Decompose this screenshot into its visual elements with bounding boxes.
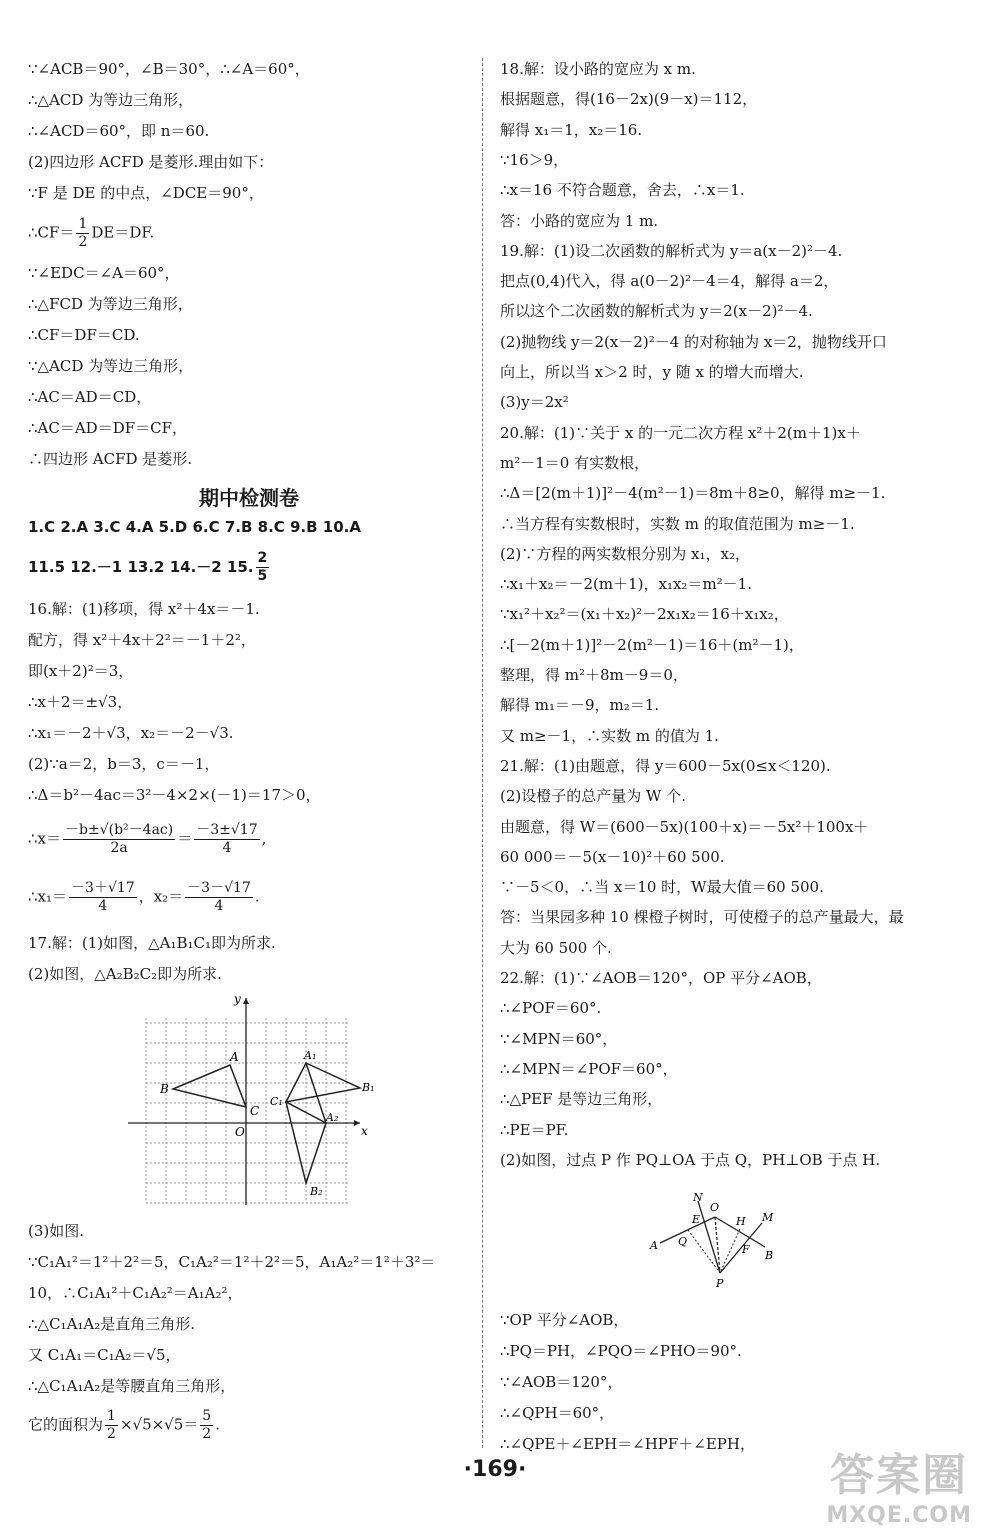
point-label: M [762,1211,774,1224]
text-line: ∵∠AOB＝120°， [500,1373,623,1391]
text-line: 10，∴C₁A₁²＋C₁A₂²＝A₁A₂²， [28,1284,243,1302]
text-line: 又 C₁A₁＝C₁A₂＝√5， [28,1346,181,1364]
text-line: 答：当果园多种 10 棵橙子树时，可使橙子的总产量最大，最 [500,908,904,927]
text-line: 大为 60 500 个. [500,938,612,957]
text-line: ∵x₁²＋x₂²＝(x₁＋x₂)²－2x₁x₂＝16＋x₁x₂， [500,605,789,624]
coordinate-grid-figure [118,992,375,1208]
text-line: (3)如图. [28,1222,85,1240]
text-line: (2)∵方程的两实数根分别为 x₁，x₂， [500,544,750,563]
text-line: ∴△C₁A₁A₂是直角三角形. [28,1315,196,1333]
text-line: ∵C₁A₁²＝1²＋2²＝5，C₁A₂²＝1²＋2²＝5，A₁A₂²＝1²＋3²＝ [28,1253,436,1271]
line-pm [720,1223,762,1273]
text-line: 所以这个二次函数的解析式为 y＝2(x－2)²－4. [500,302,813,321]
text-line: ∴x＋2＝±√3， [28,693,133,711]
text-line: 解得 x₁＝1，x₂＝16. [500,120,643,139]
grid-lines [146,1018,348,1203]
text-line: 由题意，得 W＝(600－5x)(100＋x)＝－5x²＋100x＋ [500,817,869,836]
text-line: ∴PQ＝PH，∠PQO＝∠PHO＝90°. [500,1342,742,1360]
text-line: 16.解：(1)移项，得 x²＋4x＝－1. [28,600,260,618]
text-line: ∴x₁＝－2＋√3，x₂＝－2－√3. [28,724,234,742]
segment-pq [688,1230,720,1273]
fraction: $\frac{1}{2}$ [78,216,88,250]
text-line: ∴∠MPN＝∠POF＝60°， [500,1059,678,1078]
text-line: ∴△C₁A₁A₂是等腰直角三角形， [28,1377,236,1395]
roots-line: ∴x₁＝ $\frac{-3+√17}{4}$ ，x₂＝ $\frac{-3-√17}{4}$ . [28,880,260,914]
x-axis-arrow [354,1120,360,1126]
text-line: 即(x＋2)²＝3， [28,662,134,680]
text-line: 22.解：(1)∵∠AOB＝120°，OP 平分∠AOB， [500,969,822,987]
point-label: N [693,1191,703,1204]
text-line: ∵OP 平分∠AOB， [500,1311,629,1329]
text-line: ∴CF＝DF＝CD. [28,326,140,344]
text-line: 19.解：(1)设二次函数的解析式为 y＝a(x－2)²－4. [500,241,843,260]
text-line: ∴x₁＋x₂＝－2(m＋1)，x₁x₂＝m²－1. [500,575,752,594]
text-line: (2)设橙子的总产量为 W 个. [500,787,686,806]
point-label: C [250,1104,260,1118]
text-line: (2)四边形 ACFD 是菱形.理由如下： [28,153,274,171]
page-number: ·169· [463,1457,527,1482]
text-line: ∴△ACD 为等边三角形， [28,91,194,109]
text-line: m²－1＝0 有实数根， [500,453,650,472]
text-line: ∵∠MPN＝60°， [500,1029,618,1048]
angle-bisector-figure [650,1193,790,1303]
text-line: ∴△PEF 是等边三角形， [500,1090,663,1109]
point-label: A [650,1239,658,1252]
text-line: 20.解：(1)∵关于 x 的一元二次方程 x²＋2(m＋1)x＋ [500,423,861,442]
text-line: ∴x＝16 不符合题意，舍去，∴x＝1. [500,181,745,200]
text-line: ∴[－2(m＋1)]²－2(m²－1)＝16＋(m²－1)， [500,635,804,654]
fraction: $\frac{5}{2}$ [202,1408,212,1442]
text-line: ∵△ACD 为等边三角形， [28,357,194,375]
text-line: ∴∠QPE＋∠EPH＝∠HPF＋∠EPH， [500,1435,755,1453]
text-line: ∴∠POF＝60°. [500,999,602,1018]
text-line: ∵－5＜0，∴当 x＝10 时，W最大值＝60 500. [500,878,824,897]
text-line: ∴Δ＝[2(m＋1)]²－4(m²－1)＝8m＋8≥0，解得 m≥－1. [500,484,886,503]
fraction: $\frac{1}{2}$ [107,1408,116,1442]
point-label: A [230,1050,239,1064]
text-line: ∵16＞9， [500,150,569,169]
text-line: ∴当方程有实数根时，实数 m 的取值范围为 m≥－1. [500,514,855,533]
text-line: (2)如图，过点 P 作 PQ⊥OA 于点 Q，PH⊥OB 于点 H. [500,1150,881,1169]
text-line: 解得 m₁＝－9，m₂＝1. [500,696,660,715]
section-title: 期中检测卷 [199,486,299,510]
text-line: 18.解：设小路的宽应为 x m. [500,60,696,78]
watermark-logo [826,1439,972,1528]
text-line: ∵∠EDC＝∠A＝60°， [28,264,180,282]
area-line: 它的面积为 $\frac{1}{2}$ ×√5×√5＝ $\frac{5}{2}$ . [28,1408,220,1442]
fraction: $\frac{-3+√17}{4}$ [71,880,135,914]
text-line: ∴△FCD 为等边三角形， [28,295,193,313]
text-line: (2)抛物线 y＝2(x－2)²－4 的对称轴为 x＝2，抛物线开口 [500,332,887,351]
fraction: $\frac{\text{－b±√(b²－4ac)}}{2a}$ [65,822,174,856]
text-line: ∴PE＝PF. [500,1120,569,1139]
text-line: 60 000＝－5(x－10)²＋60 500. [500,847,725,866]
text-line: ∴Δ＝b²－4ac＝3²－4×2×(－1)＝17＞0， [28,786,321,804]
point-label: P [716,1277,724,1290]
text-line: 又 m≥－1，∴实数 m 的值为 1. [500,726,719,745]
text-line: ∴AC＝AD＝CD， [28,388,152,406]
text-line: ∴AC＝AD＝DF＝CF， [28,419,188,437]
y-axis-arrow [243,998,249,1004]
point-label: F [742,1243,750,1256]
text-line: (3)y＝2x² [500,393,569,412]
point-label: H [736,1215,746,1228]
point-label: A₁ [304,1049,317,1062]
fraction: $\frac{-3\pm√17}{4}$ [196,822,258,856]
text-line: 把点(0,4)代入，得 a(0－2)²－4＝4，解得 a＝2， [500,272,839,291]
text-line: (2)∵a＝2，b＝3，c＝－1， [28,755,220,773]
triangle-abc [173,1065,246,1107]
point-label: B [160,1082,169,1096]
point-label: A₂ [326,1111,339,1124]
text-line: 配方，得 x²＋4x＋2²＝－1＋2²， [28,631,256,649]
answers-row: 1.C 2.A 3.C 4.A 5.D 6.C 7.B 8.C 9.B 10.A [28,518,361,536]
axis-label-x: x [361,1124,368,1138]
text-line: 17.解：(1)如图，△A₁B₁C₁即为所求. [28,934,276,952]
text-line: ∵∠ACB＝90°，∠B＝30°，∴∠A＝60°， [28,60,310,78]
text-line: ∴四边形 ACFD 是菱形. [28,450,193,468]
text-line: 根据题意，得(16－2x)(9－x)＝112， [500,90,758,109]
point-label: B₁ [362,1081,375,1094]
segment-ph [720,1229,740,1273]
point-label: O [710,1201,720,1214]
text-line: (2)如图，△A₂B₂C₂即为所求. [28,965,222,983]
cf-fraction-line: ∴CF＝ $\frac{1}{2}$ DE＝DF. [28,216,155,250]
point-label: B₂ [310,1185,323,1198]
text-line: 答：小路的宽应为 1 m. [500,211,659,230]
quadratic-formula-line: ∴x＝ $\frac{\text{－b±√(b²－4ac)}}{2a}$ ＝ $\frac{-3\pm√17}{4}$ , [28,822,267,856]
column-divider [482,58,483,1448]
text-line: ∴∠QPH＝60°， [500,1404,615,1422]
watermark-url: MXQE.COM [826,1503,972,1528]
text-line: ∴∠ACD＝60°，即 n＝60. [28,122,210,140]
text-line: 整理，得 m²＋8m－9＝0， [500,666,688,684]
answers-row: 11.5 12.－1 13.2 14.－2 15. $\frac{2}{5}$ [28,550,268,584]
point-label: Q [678,1235,688,1248]
origin-label: O [235,1125,245,1139]
point-label: B [765,1249,774,1262]
watermark-text: 答案圈 [830,1450,969,1501]
fraction: $\frac{-3-√17}{4}$ [187,880,251,914]
fraction: $\frac{2}{5}$ [257,550,268,584]
point-label: C₁ [270,1095,283,1108]
axis-label-y: y [234,992,241,1006]
text-line: 21.解：(1)由题意，得 y＝600－5x(0≤x＜120). [500,756,831,775]
text-line: 向上，所以当 x＞2 时，y 随 x 的增大而增大. [500,363,804,381]
text-line: ∵F 是 DE 的中点，∠DCE＝90°， [28,184,264,202]
point-label: E [692,1213,701,1226]
